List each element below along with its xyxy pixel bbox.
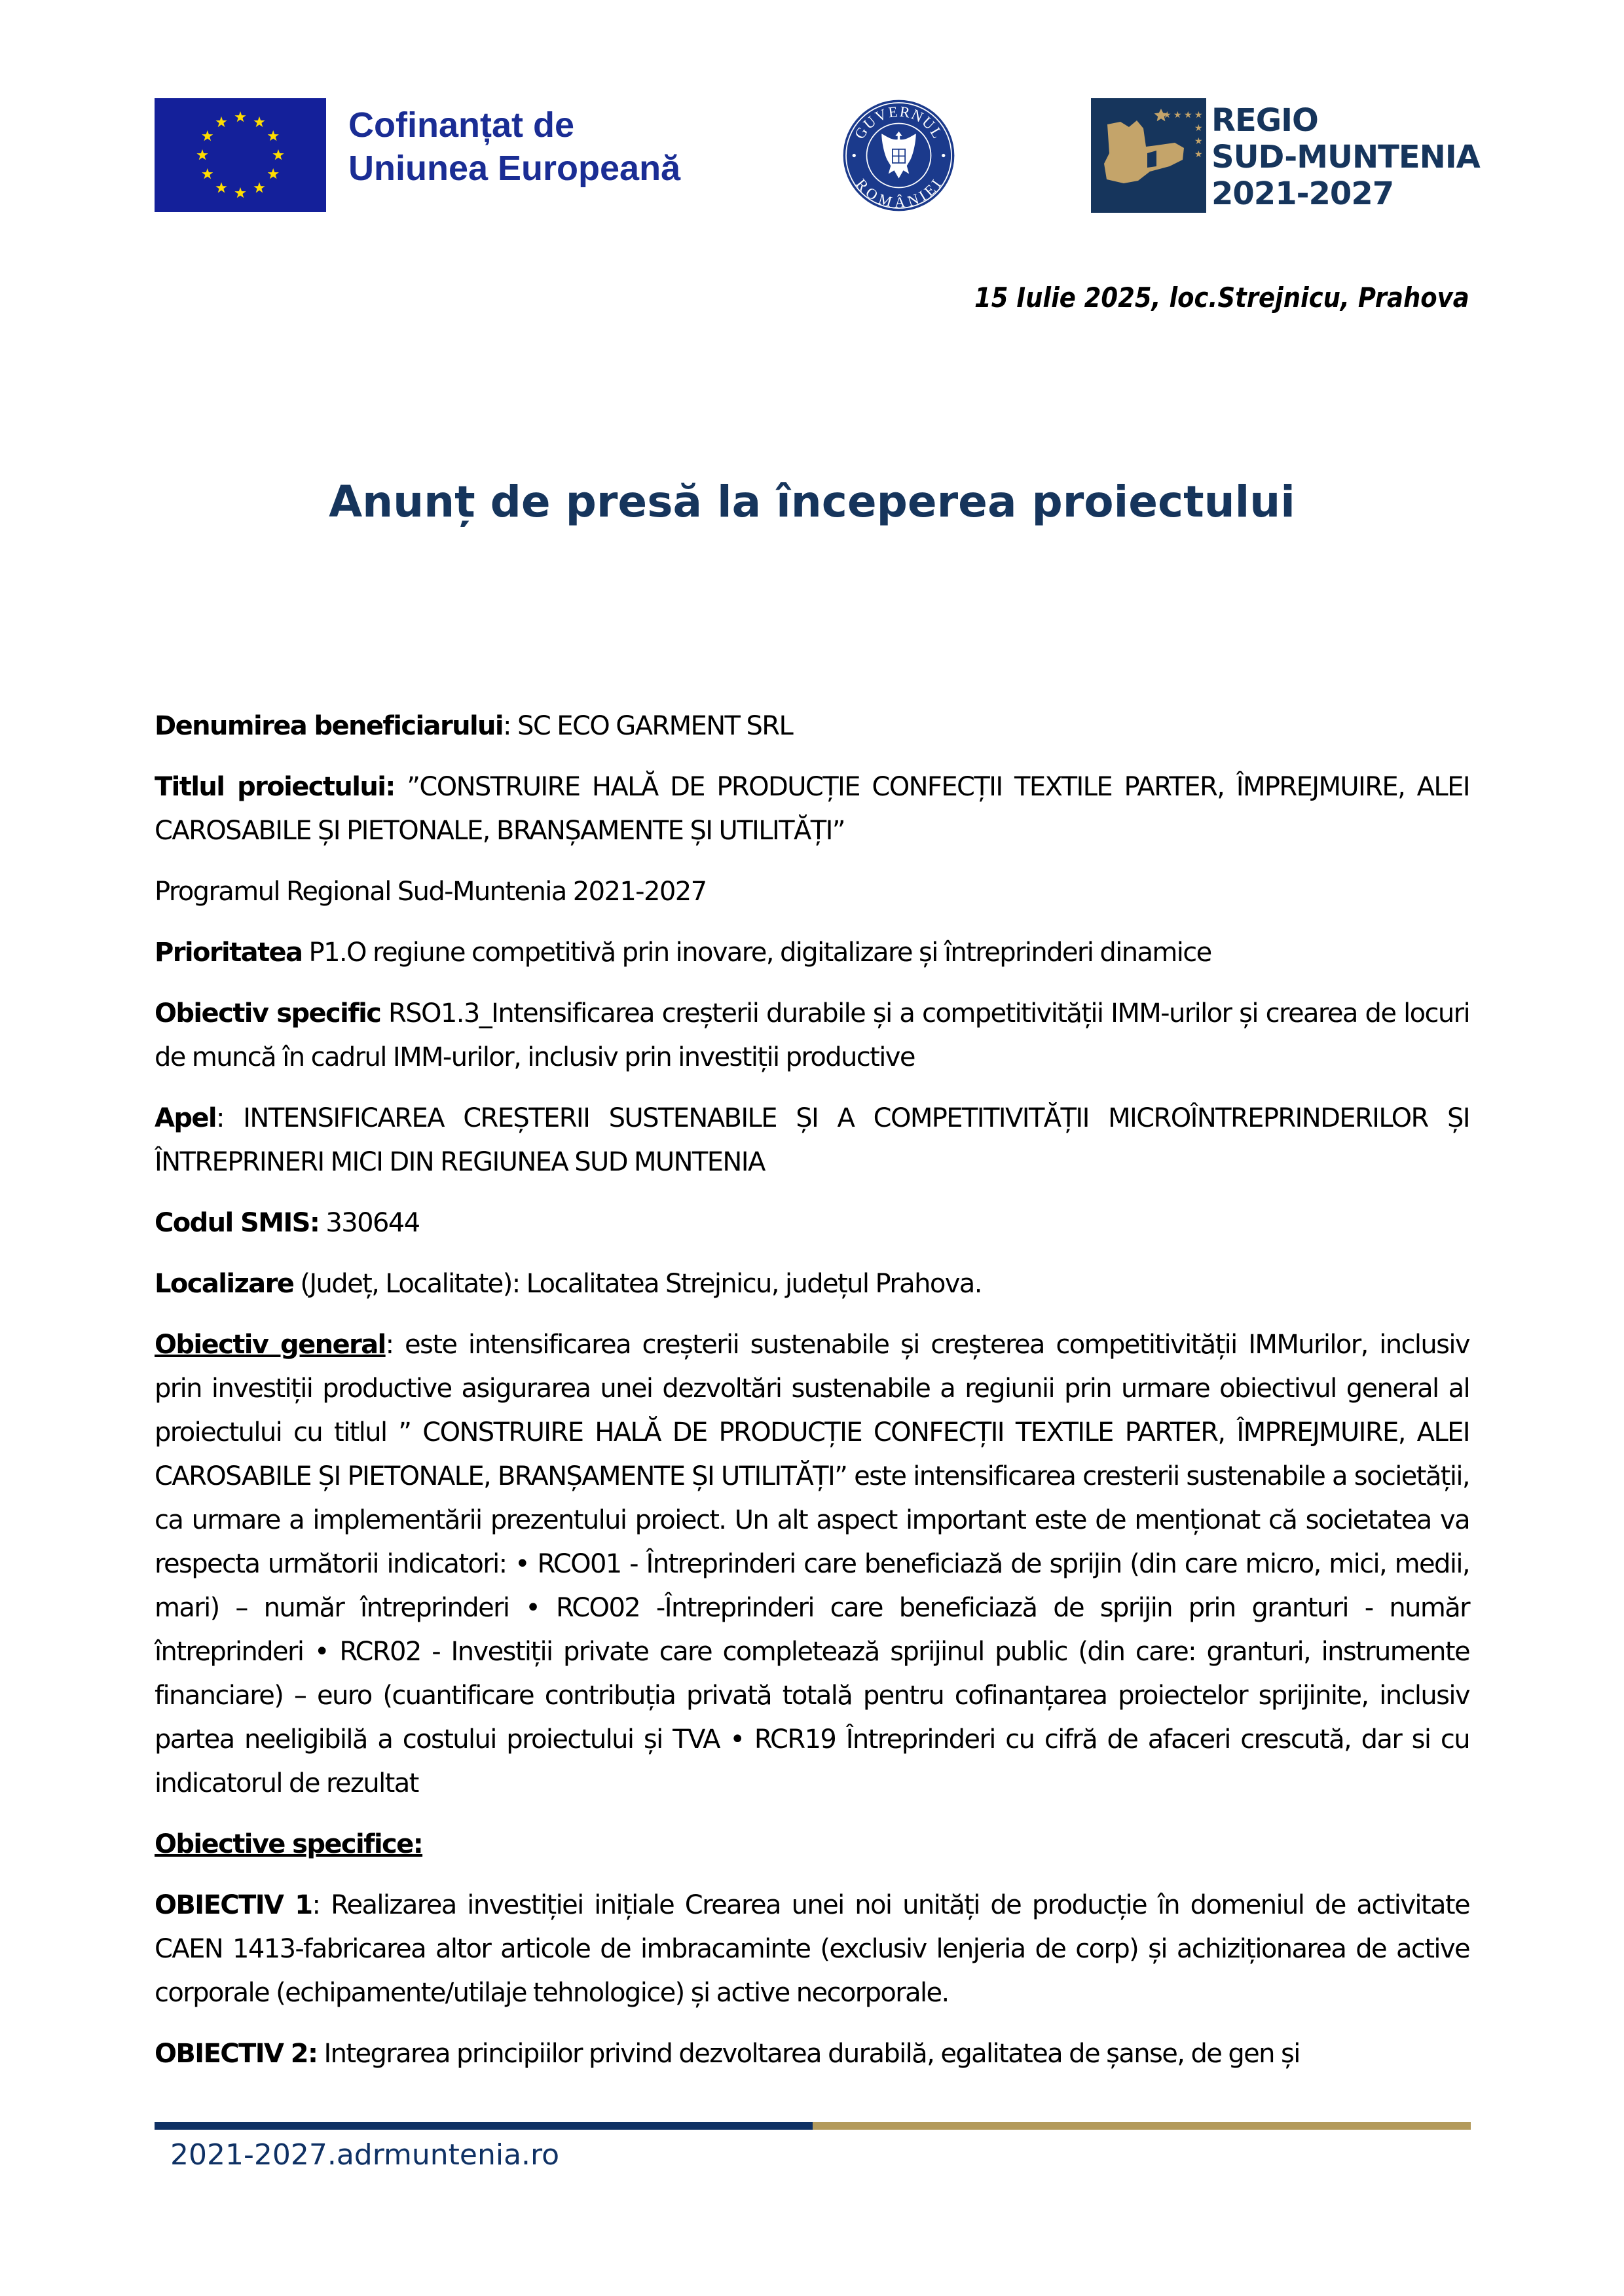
field-beneficiar xyxy=(155,704,1469,748)
value-smis: 330644 xyxy=(319,1208,420,1238)
eu-text-line1: Cofinanțat de xyxy=(348,105,574,145)
field-localizare xyxy=(155,1262,1469,1306)
svg-text:★: ★ xyxy=(1173,110,1182,120)
svg-text:★: ★ xyxy=(1194,149,1203,160)
svg-text:GUVERNUL: GUVERNUL xyxy=(851,103,947,142)
page-title: Anunț de presă la începerea proiectului xyxy=(329,477,1295,527)
field-obiectiv-2 xyxy=(155,2032,1469,2076)
value-apel: : INTENSIFICAREA CREȘTERII SUSTENABILE ȘI A COMPETITIVITĂȚII MICROÎNTREPRINDERILOR ȘI ÎNTREPRINERI MICI DIN REGIUNEA SUD MUNTENIA xyxy=(155,1103,1469,1177)
svg-text:★: ★ xyxy=(1194,136,1203,147)
eu-text-line2: Uniunea Europeană xyxy=(348,149,681,188)
regio-sud-muntenia-logo xyxy=(1091,98,1206,213)
regio-line2: SUD-MUNTENIA xyxy=(1211,139,1480,175)
footer-divider xyxy=(155,2122,1471,2130)
label-apel: Apel xyxy=(155,1103,217,1133)
label-localizare: Localizare xyxy=(155,1269,294,1299)
eu-flag-logo xyxy=(155,98,326,212)
value-titlu: ”CONSTRUIRE HALĂ DE PRODUCȚIE CONFECȚII TEXTILE PARTER, ÎMPREJMUIRE, ALEI CAROSABILE ȘI PIETONALE, BRANȘAMENTE ȘI UTILITĂȚI” xyxy=(155,772,1469,846)
svg-text:★: ★ xyxy=(1184,110,1192,120)
value-beneficiar: : SC ECO GARMENT SRL xyxy=(503,711,793,741)
footer-bar-gold xyxy=(813,2122,1471,2130)
field-obiectiv-1 xyxy=(155,1884,1469,2015)
label-obiectiv-general: Obiectiv general xyxy=(155,1330,386,1360)
value-obiectiv-general: : este intensificarea creșterii sustenabile și creșterea competitivității IMMurilor, inclusiv prin investiții productive asigurarea unei dezvoltări sustenabile a regiunii prin urmare obiectivul general al proiectului cu titlul ” CONSTRUIRE HALĂ DE PRODUCȚIE CONFECȚII TEXTILE PARTER, ÎMPREJMUIRE, ALEI CAROSABILE ȘI PIETONALE, BRANȘAMENTE ȘI UTILITĂȚI” este intensificarea cresterii sustenabile a societății, ca urmare a implementării prezentului proiect. Un alt aspect important este de menționat că societatea va respecta următorii indicatori: • RCO01 - Întreprinderi care beneficiază de sprijin (din care micro, mici, medii, mari) – număr întreprinderi • RCO02 -Întreprinderi care beneficiază de sprijin prin granturi - număr întreprinderi • RCR02 - Investiții private care completează sprijinul public (din care: granturi, instrumente financiare) – euro (cuantificare contribuția privată totală pentru cofinanțarea proiectelor sprijinite, inclusiv partea neeligibilă a costului proiectului și TVA • RCR19 Întreprinderi cu cifră de afaceri crescută, dar si cu indicatorul de rezultat xyxy=(155,1330,1469,1798)
field-obiectiv-general xyxy=(155,1323,1469,1806)
eu-flag-icon xyxy=(155,98,326,212)
svg-text:ROMÂNIEI: ROMÂNIEI xyxy=(853,175,946,211)
svg-text:★: ★ xyxy=(1163,110,1172,120)
label-titlu: Titlul proiectului: xyxy=(155,772,395,802)
regio-line3: 2021-2027 xyxy=(1211,175,1394,212)
footer-bar-navy xyxy=(155,2122,813,2130)
heading-obiective-specifice xyxy=(155,1823,1469,1867)
date-place: 15 Iulie 2025, loc.Strejnicu, Prahova xyxy=(974,282,1469,314)
field-program: Programul Regional Sud-Muntenia 2021-2027 xyxy=(155,877,707,907)
value-localizare: (Județ, Localitate): Localitatea Strejnicu, județul Prahova. xyxy=(293,1269,982,1299)
footer-website-link[interactable]: 2021-2027.adrmuntenia.ro xyxy=(170,2138,560,2172)
field-apel xyxy=(155,1097,1469,1184)
label-beneficiar: Denumirea beneficiarului xyxy=(155,711,504,741)
label-obiective-specifice: Obiective specifice: xyxy=(155,1829,423,1859)
label-obiectiv-1: OBIECTIV 1 xyxy=(155,1890,312,1920)
value-prioritate: P1.O regiune competitivă prin inovare, digitalizare și întreprinderi dinamice xyxy=(302,938,1211,968)
field-titlu xyxy=(155,765,1469,853)
eu-cofinanced-text xyxy=(348,103,680,190)
label-obiectiv-2: OBIECTIV 2: xyxy=(155,2039,318,2069)
regio-sud-muntenia-map-icon xyxy=(1091,98,1206,213)
field-prioritate xyxy=(155,931,1469,975)
label-prioritate: Prioritatea xyxy=(155,938,303,968)
value-obiectiv-1: : Realizarea investiției inițiale Crearea unei noi unități de producție în domeniul de activitate CAEN 1413-fabricarea altor articole de imbracaminte (exclusiv lenjeria de corp) și achiziționarea de active corporale (echipamente/utilaje tehnologice) și active necorporale. xyxy=(155,1890,1469,2008)
value-obiectiv-specific: RSO1.3_Intensificarea creșterii durabile și a competitivității IMM-urilor și crearea de locuri de muncă în cadrul IMM-urilor, inclusiv prin investiții productive xyxy=(155,998,1470,1072)
field-smis xyxy=(155,1201,1469,1245)
svg-text:★: ★ xyxy=(1194,123,1203,134)
regio-logo-text xyxy=(1211,102,1480,212)
label-obiectiv-specific: Obiectiv specific xyxy=(155,998,381,1029)
svg-text:★: ★ xyxy=(1194,110,1203,120)
field-obiectiv-specific xyxy=(155,992,1469,1080)
guvernul-romaniei-logo xyxy=(841,98,956,213)
document-body xyxy=(155,704,1469,2093)
regio-line1: REGIO xyxy=(1211,102,1318,139)
value-obiectiv-2: Integrarea principiilor privind dezvoltarea durabilă, egalitatea de șanse, de gen și xyxy=(317,2039,1300,2069)
label-smis: Codul SMIS: xyxy=(155,1208,320,1238)
guvernul-romaniei-seal-icon xyxy=(841,98,956,213)
